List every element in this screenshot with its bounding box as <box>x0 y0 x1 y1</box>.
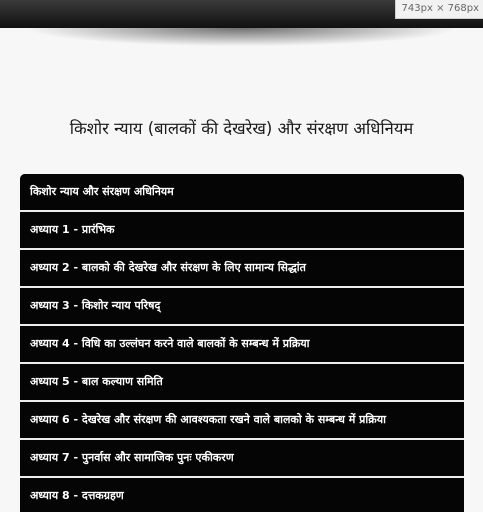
top-bar <box>0 0 483 28</box>
chapter-item-3[interactable]: अध्याय 3 - किशोर न्याय परिषद् <box>20 288 464 326</box>
chapter-list <box>20 174 464 512</box>
chapter-item-2[interactable]: अध्याय 2 - बालको की देखरेख और संरक्षण के लिए सामान्य सिद्धांत <box>20 250 464 288</box>
chapter-item-8[interactable]: अध्याय 8 - दत्तकग्रहण <box>20 478 464 512</box>
header-shadow <box>30 28 453 46</box>
chapter-item-4[interactable]: अध्याय 4 - विधि का उल्लंघन करने वाले बालकों के सम्बन्ध में प्रक्रिया <box>20 326 464 364</box>
window-size-readout: 743px × 768px <box>395 0 483 19</box>
chapter-item-act[interactable]: किशोर न्याय और संरक्षण अधिनियम <box>20 174 464 212</box>
chapter-item-6[interactable]: अध्याय 6 - देखरेख और संरक्षण की आवश्यकता रखने वाले बालको के सम्बन्ध में प्रक्रिया <box>20 402 464 440</box>
page-title: किशोर न्याय (बालकों की देखरेख) और संरक्षण अधिनियम <box>69 119 414 138</box>
chapter-item-5[interactable]: अध्याय 5 - बाल कल्याण समिति <box>20 364 464 402</box>
chapter-item-7[interactable]: अध्याय 7 - पुनर्वास और सामाजिक पुनः एकीकरण <box>20 440 464 478</box>
chapter-item-1[interactable]: अध्याय 1 - प्रारंभिक <box>20 212 464 250</box>
